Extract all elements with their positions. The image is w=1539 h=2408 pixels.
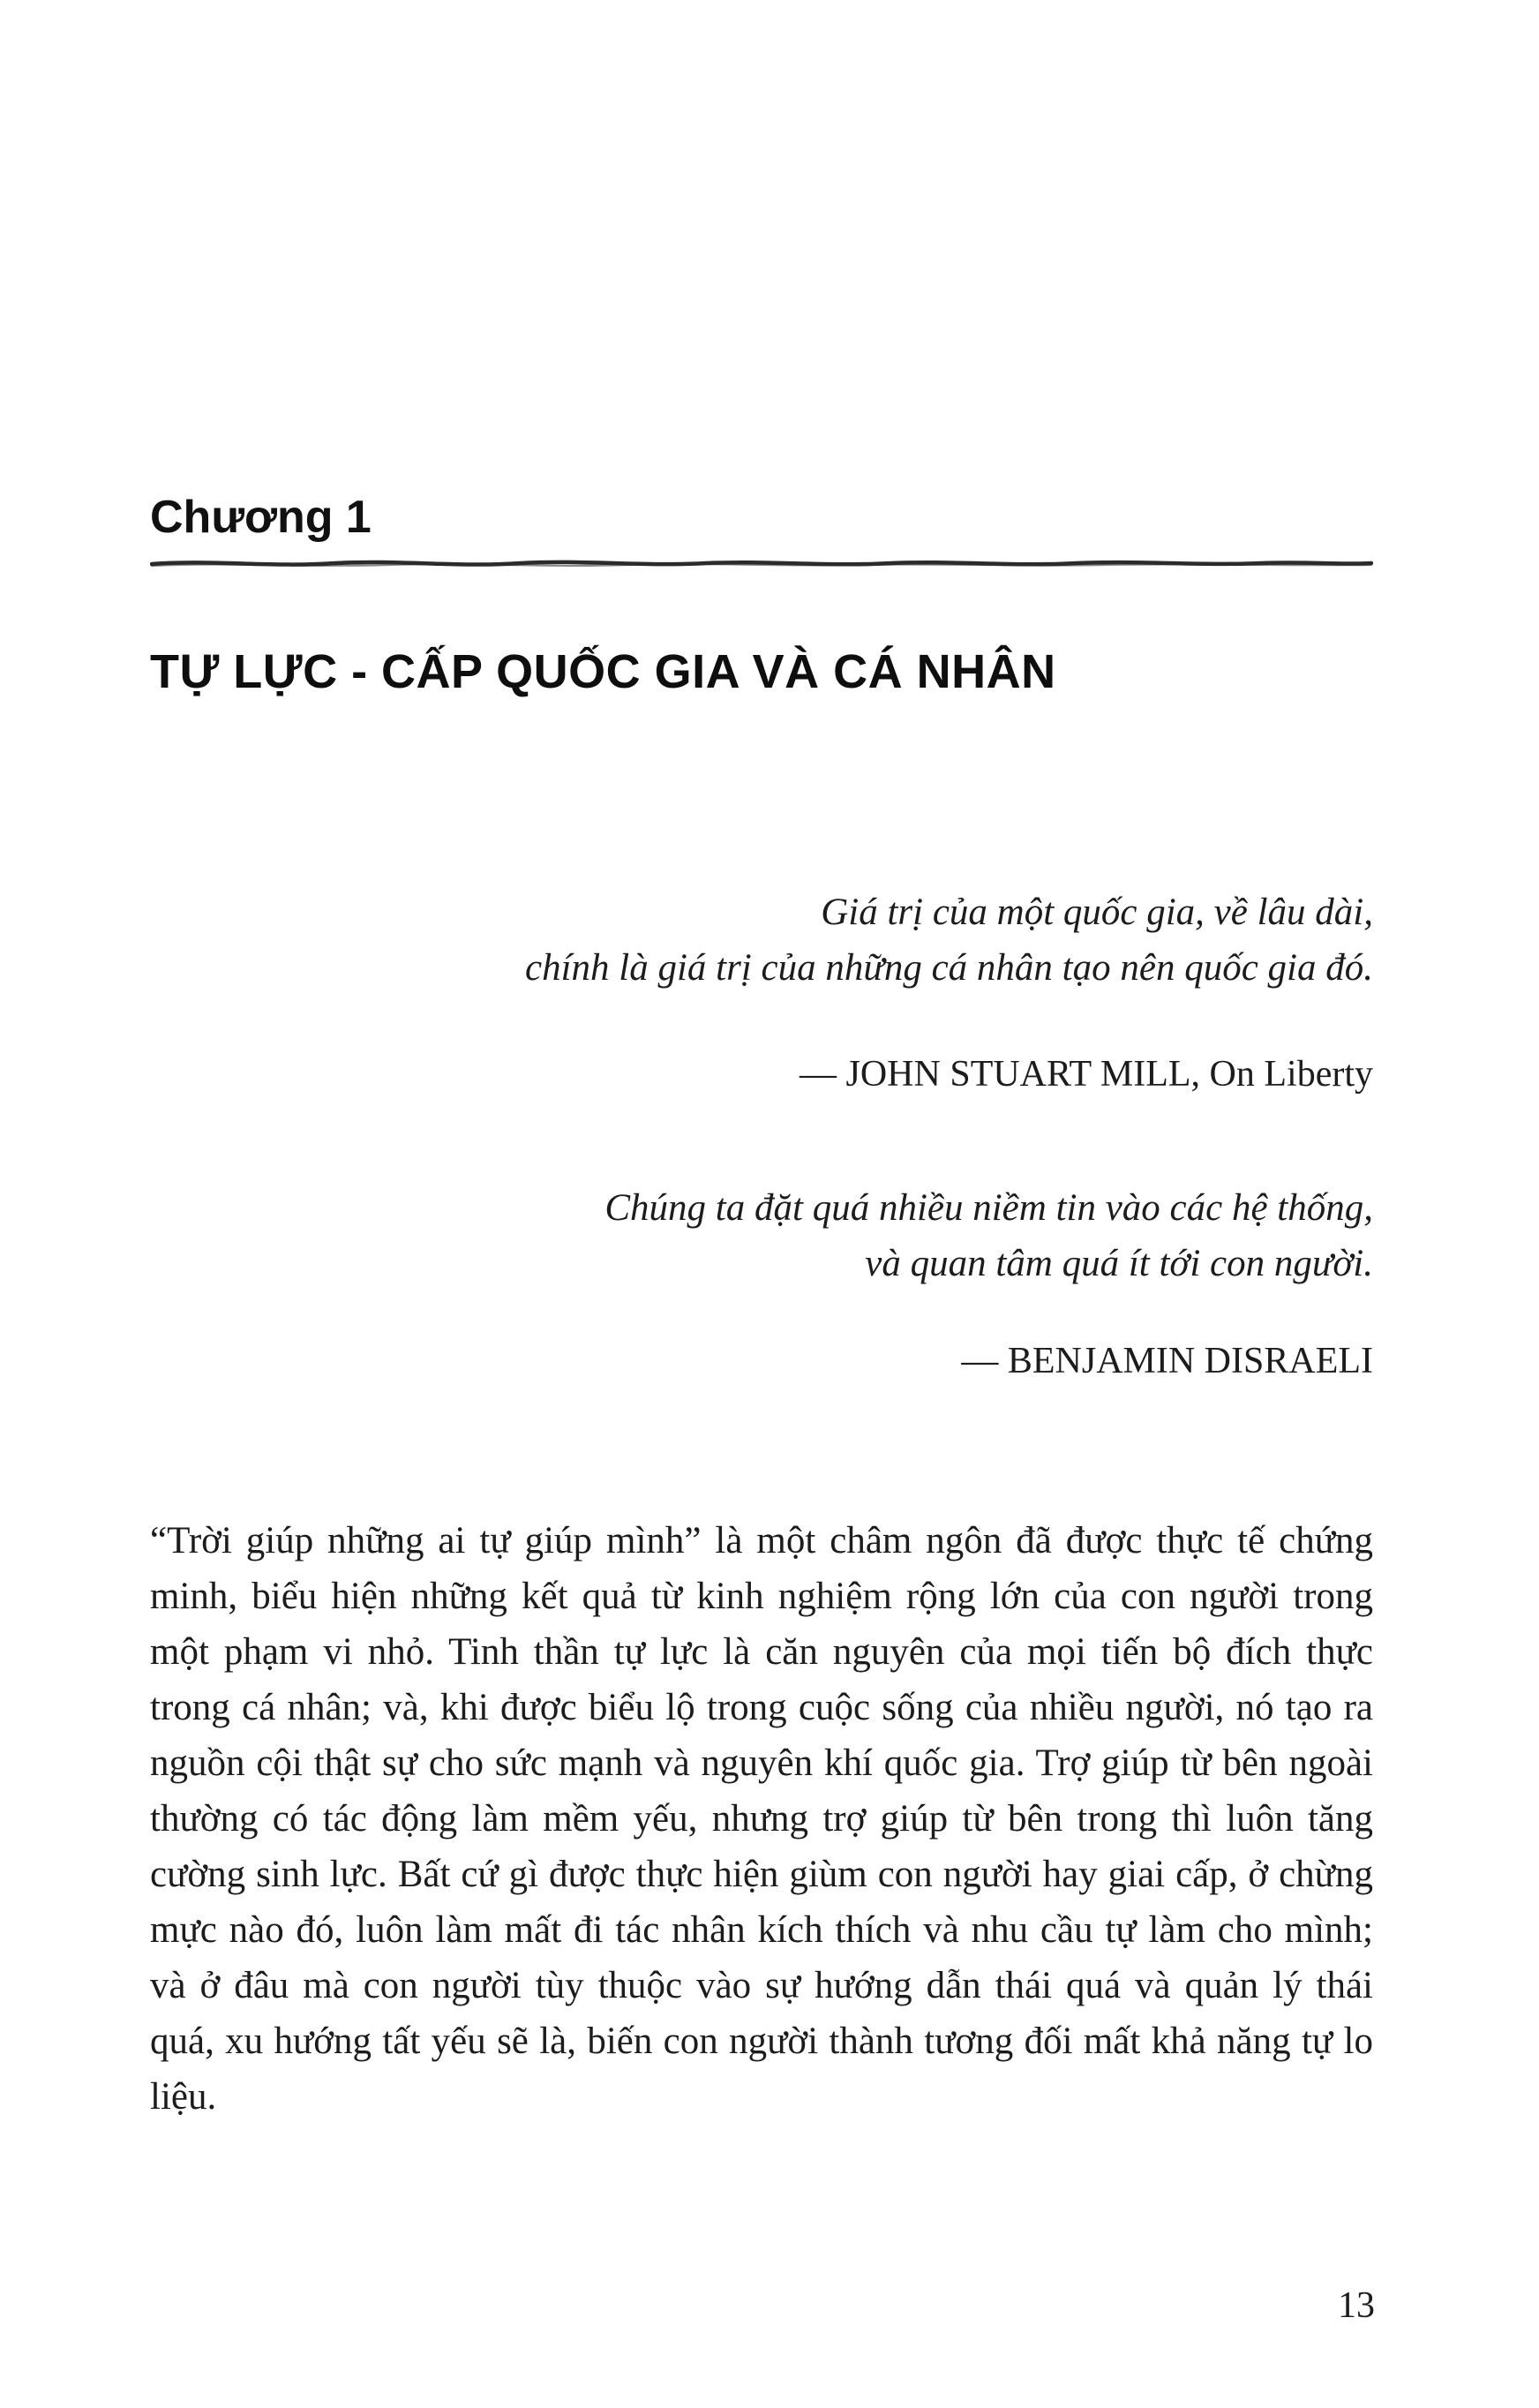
chapter-heading: Chương 1	[150, 492, 372, 543]
chapter-title: TỰ LỰC - CẤP QUỐC GIA VÀ CÁ NHÂN	[150, 645, 1056, 698]
epigraph-line: Chúng ta đặt quá nhiều niềm tin vào các hệ thống,	[604, 1187, 1373, 1229]
page-number: 13	[1338, 2285, 1375, 2326]
epigraph-attribution-disraeli: — BENJAMIN DISRAELI	[961, 1341, 1373, 1381]
page-content	[150, 491, 1373, 2163]
epigraph-line: Giá trị của một quốc gia, về lâu dài,	[821, 892, 1373, 933]
chapter-rule-divider	[150, 556, 1373, 570]
epigraph-line: và quan tâm quá ít tới con người.	[865, 1243, 1373, 1284]
body-paragraph: “Trời giúp những ai tự giúp mình” là một châm ngôn đã được thực tế chứng minh, biểu hiện những kết quả từ kinh nghiệm rộng lớn của con người trong một phạm vi nhỏ. Tinh thần tự lực là căn nguyên của mọi tiến bộ đích thực trong cá nhân; và, khi được biểu lộ trong cuộc sống của nhiều người, nó tạo ra nguồn cội thật sự cho sức mạnh và nguyên khí quốc gia. Trợ giúp từ bên ngoài thường có tác động làm mềm yếu, nhưng trợ giúp từ bên trong thì luôn tăng cường sinh lực. Bất cứ gì được thực hiện giùm con người hay giai cấp, ở chừng mực nào đó, luôn làm mất đi tác nhân kích thích và nhu cầu tự làm cho mình; và ở đâu mà con người tùy thuộc vào sự hướng dẫn thái quá và quản lý thái quá, xu hướng tất yếu sẽ là, biến con người thành tương đối mất khả năng tự lo liệu.	[150, 1520, 1373, 2118]
epigraph-mill	[150, 884, 1373, 996]
epigraph-attribution-mill: — JOHN STUART MILL, On Liberty	[800, 1054, 1373, 1095]
epigraph-disraeli	[150, 1180, 1373, 1291]
epigraph-line: chính là giá trị của những cá nhân tạo nên quốc gia đó.	[525, 947, 1373, 989]
